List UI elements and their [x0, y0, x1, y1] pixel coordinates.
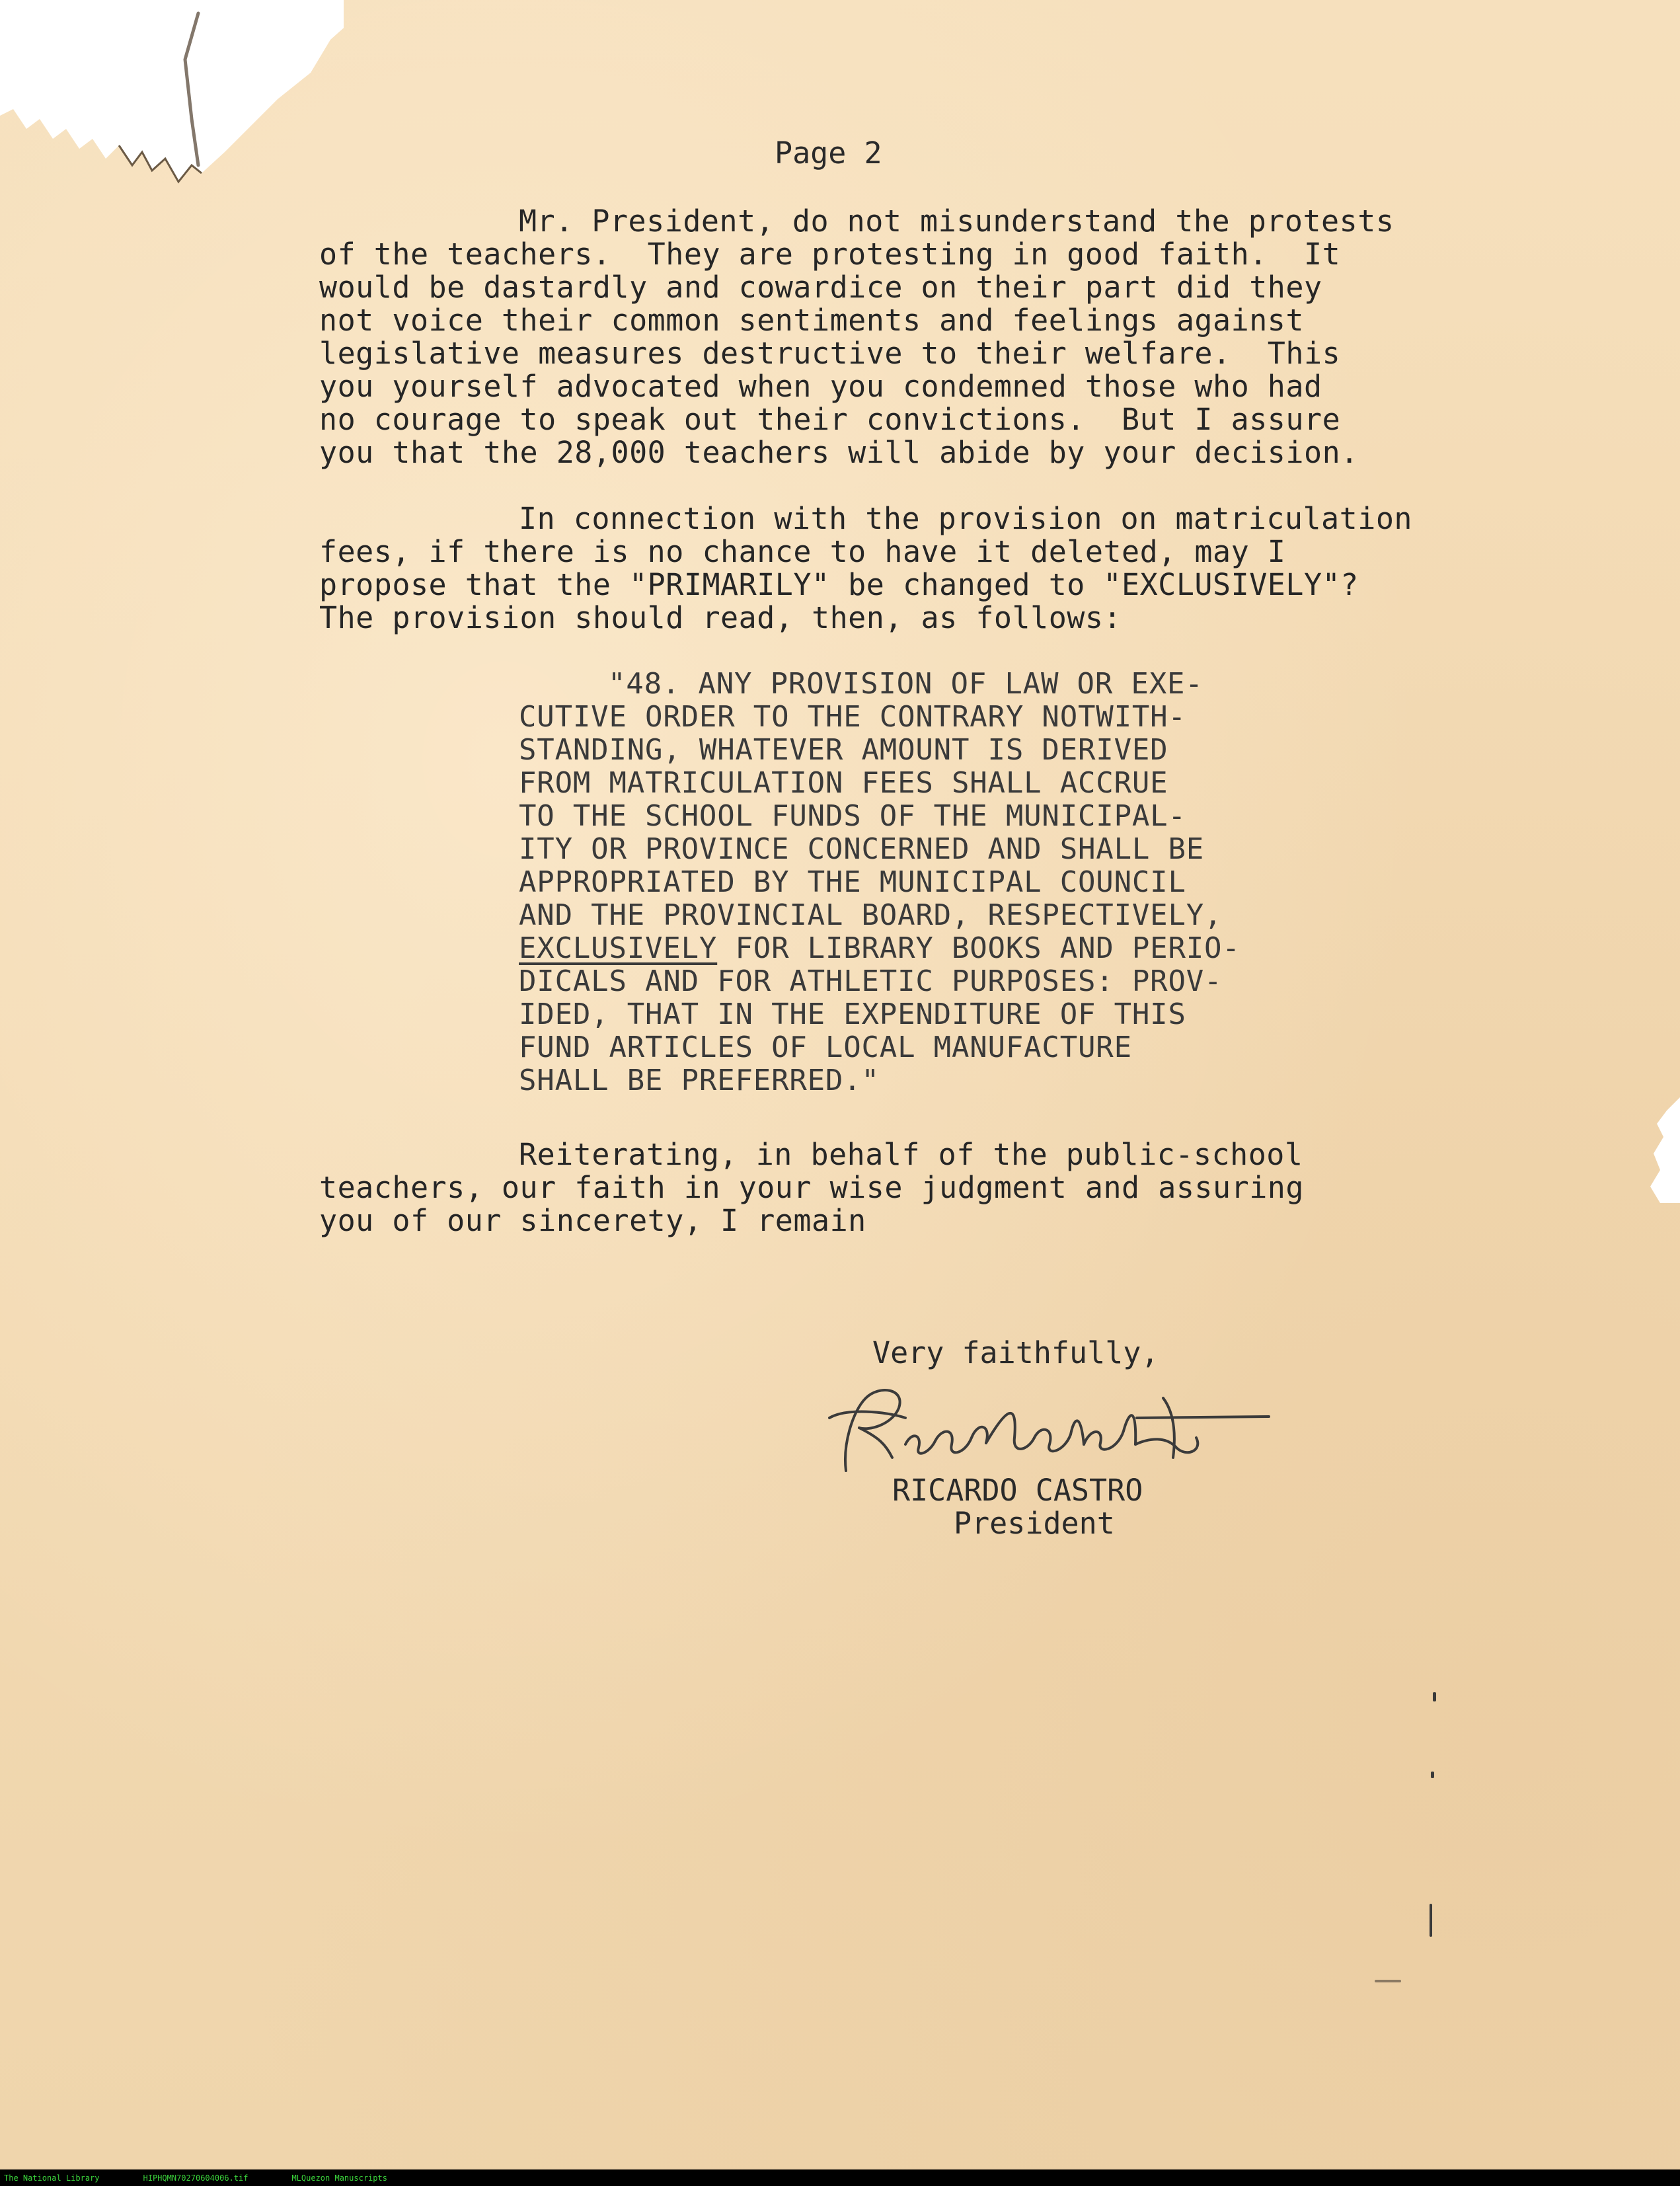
text-line: legislative measures destructive to their welfare. This	[319, 336, 1341, 371]
quote-line: APPROPRIATED BY THE MUNICIPAL COUNCIL	[519, 865, 1186, 899]
text-line: of the teachers. They are protesting in good faith. It	[319, 237, 1341, 272]
quote-line: SHALL BE PREFERRED."	[519, 1064, 880, 1097]
text-line: teachers, our faith in your wise judgment and assuring	[319, 1170, 1304, 1205]
signatory-name: RICARDO CASTRO	[892, 1473, 1143, 1508]
quote-line: CUTIVE ORDER TO THE CONTRARY NOTWITH-	[519, 700, 1186, 734]
quote-line: "48. ANY PROVISION OF LAW OR EXE-	[608, 667, 1203, 701]
signatory-title: President	[954, 1506, 1115, 1541]
quote-line: IDED, THAT IN THE EXPENDITURE OF THIS	[519, 997, 1186, 1031]
paper-speck	[1433, 1692, 1436, 1701]
footer-library: The National Library	[4, 2173, 100, 2183]
paper-speck	[1431, 1772, 1434, 1778]
quote-line-rest: FOR LIBRARY BOOKS AND PERIO-	[717, 931, 1241, 965]
quote-line: FUND ARTICLES OF LOCAL MANUFACTURE	[519, 1031, 1132, 1064]
text-line: you of our sincerety, I remain	[319, 1203, 866, 1238]
edge-tear	[1634, 1097, 1680, 1203]
paper-speck	[1375, 1980, 1401, 1982]
quote-line: FROM MATRICULATION FEES SHALL ACCRUE	[519, 766, 1168, 800]
valediction: Very faithfully,	[872, 1335, 1159, 1370]
text-line: you that the 28,000 teachers will abide by your decision.	[319, 435, 1359, 470]
text-line: fees, if there is no chance to have it deleted, may I	[319, 534, 1286, 569]
handwritten-signature	[806, 1372, 1282, 1484]
archive-footer-bar	[0, 2169, 1680, 2186]
paper-speck	[1430, 1904, 1432, 1937]
quote-line	[519, 932, 1241, 965]
quote-line: TO THE SCHOOL FUNDS OF THE MUNICIPAL-	[519, 799, 1186, 833]
text-line: would be dastardly and cowardice on their part did they	[319, 270, 1322, 305]
text-line: no courage to speak out their convictions. But I assure	[319, 402, 1341, 437]
quote-line: AND THE PROVINCIAL BOARD, RESPECTIVELY,	[519, 898, 1223, 932]
page-number: Page 2	[775, 136, 882, 171]
text-line: you yourself advocated when you condemned those who had	[319, 369, 1322, 404]
text-line: Mr. President, do not misunderstand the protests	[519, 204, 1394, 239]
footer-collection: MLQuezon Manuscripts	[291, 2173, 387, 2183]
torn-corner	[0, 0, 344, 198]
underlined-word: EXCLUSIVELY	[519, 931, 718, 965]
quote-line: STANDING, WHATEVER AMOUNT IS DERIVED	[519, 733, 1168, 767]
text-line: In connection with the provision on matriculation	[519, 501, 1413, 536]
text-line: propose that the "PRIMARILY" be changed to "EXCLUSIVELY"?	[319, 567, 1359, 602]
footer-file: HIPHQMN70270604006.tif	[143, 2173, 248, 2183]
text-line: The provision should read, then, as follows:	[319, 600, 1122, 635]
text-line: not voice their common sentiments and feelings against	[319, 303, 1304, 338]
quote-line: DICALS AND FOR ATHLETIC PURPOSES: PROV-	[519, 964, 1223, 998]
text-line: Reiterating, in behalf of the public-school	[519, 1137, 1303, 1172]
quote-line: ITY OR PROVINCE CONCERNED AND SHALL BE	[519, 832, 1205, 866]
